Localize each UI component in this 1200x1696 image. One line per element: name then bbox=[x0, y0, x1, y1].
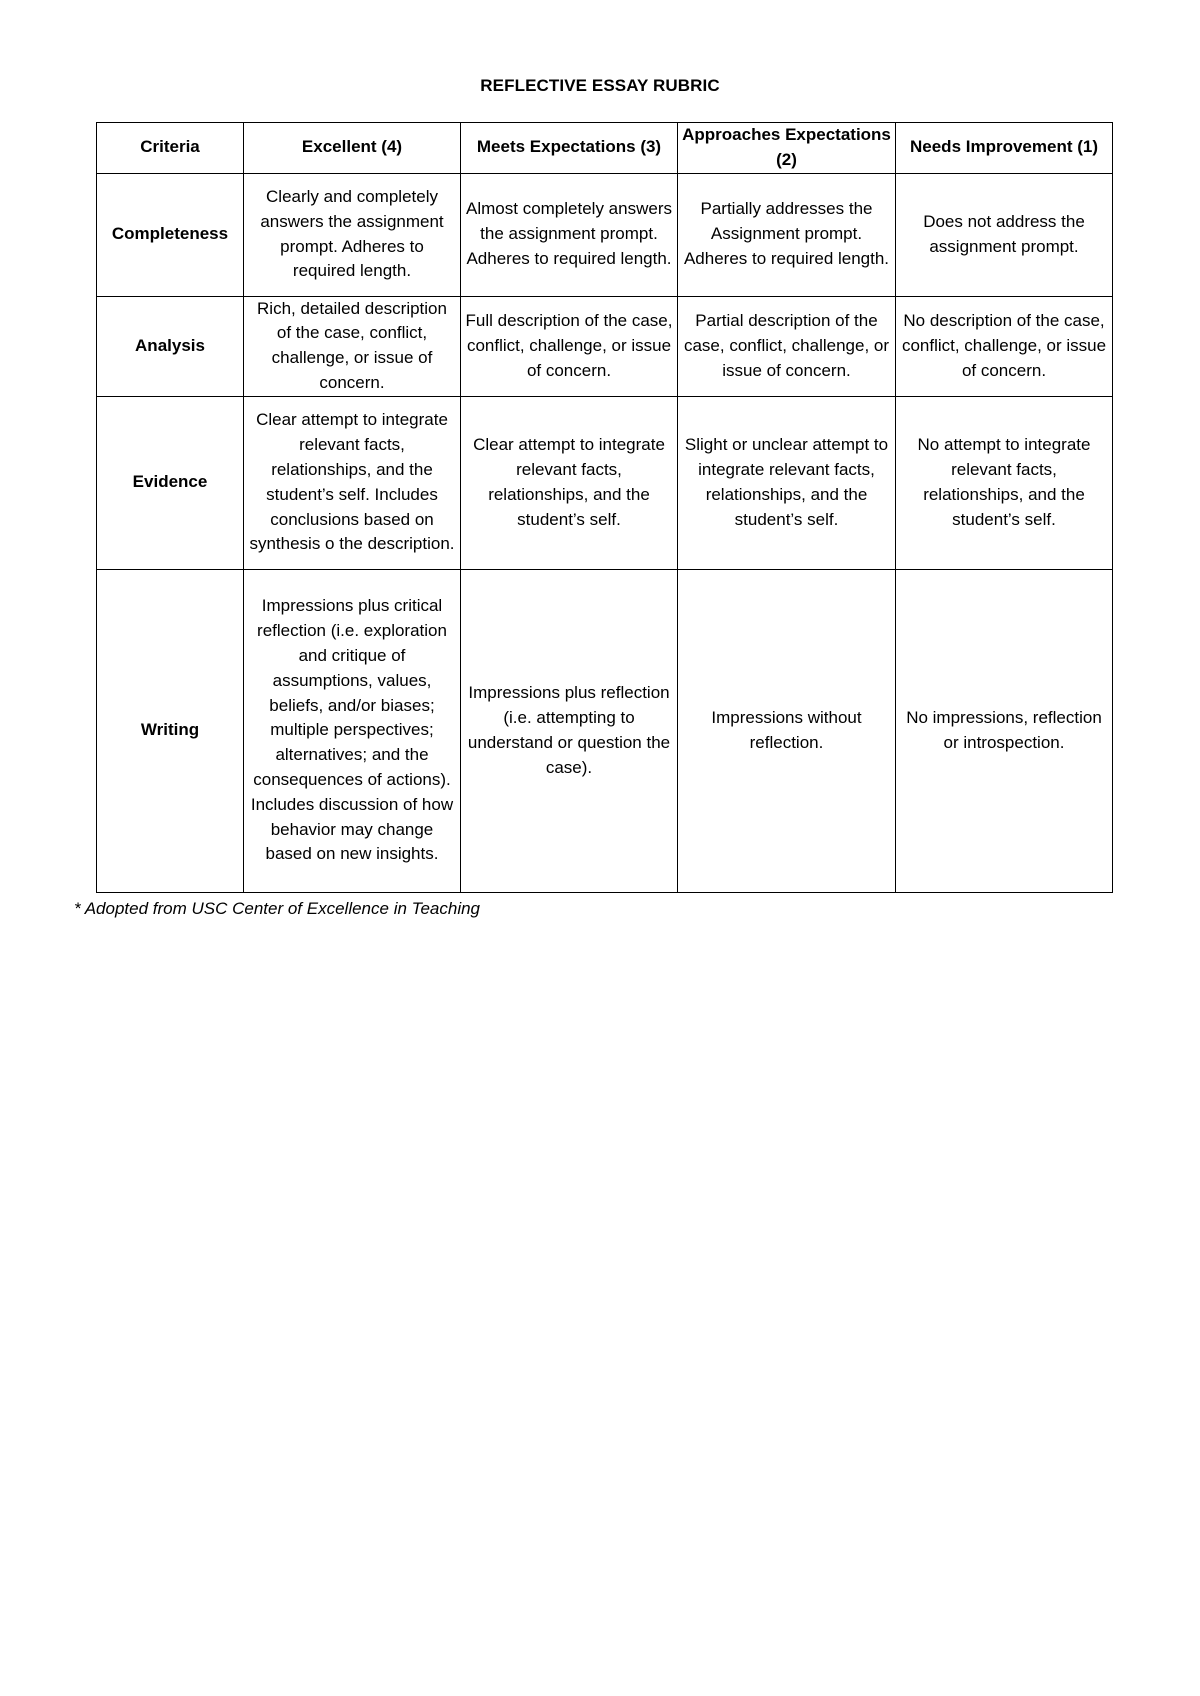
table-row-evidence bbox=[97, 396, 1113, 569]
analysis-excellent bbox=[244, 296, 461, 396]
footnote: * Adopted from USC Center of Excellence in Teaching bbox=[74, 899, 481, 918]
cell-text: Clear attempt to integrate relevant facts, relationships, and the student’s self. bbox=[473, 435, 665, 529]
header-approaches-expectations: Approaches Expectations (2) bbox=[678, 123, 896, 174]
cell-text: Clear attempt to integrate relevant facts, relationships, and the student’s self. Includes conclusions based on synthesis o the description. bbox=[249, 410, 455, 554]
header-criteria: Criteria bbox=[97, 123, 244, 174]
cell-text: Rich, detailed description of the case, conflict, challenge, or issue of concern. bbox=[257, 298, 447, 392]
cell-text: Impressions plus critical reflection (i.e. exploration and critique of assumptions, values, beliefs, and/or biases; multiple perspectives; alternatives; and the consequences of actions). Includes discussion of how behavior may change based on new insights. bbox=[250, 596, 454, 864]
cell-text: Slight or unclear attempt to integrate relevant facts, relationships, and the student’s self. bbox=[684, 435, 889, 529]
cell-text: No impressions, reflection or introspection. bbox=[906, 707, 1102, 752]
table-header-row bbox=[97, 123, 1113, 174]
criterion-writing: Writing bbox=[97, 569, 244, 892]
criterion-evidence: Evidence bbox=[97, 396, 244, 569]
evidence-meets bbox=[461, 396, 678, 569]
cell-text: No description of the case, conflict, challenge, or issue of concern. bbox=[901, 310, 1107, 380]
header-excellent: Excellent (4) bbox=[244, 123, 461, 174]
cell-text: Partial description of the case, conflict, challenge, or issue of concern. bbox=[683, 310, 890, 380]
cell-text: Almost completely answers the assignment prompt. Adheres to required length. bbox=[466, 199, 672, 268]
document-title: REFLECTIVE ESSAY RUBRIC bbox=[480, 76, 720, 95]
analysis-needs-improvement bbox=[896, 296, 1113, 396]
criterion-analysis: Analysis bbox=[97, 296, 244, 396]
completeness-approaches bbox=[678, 173, 896, 296]
table-row-writing bbox=[97, 569, 1113, 892]
completeness-excellent bbox=[244, 173, 461, 296]
completeness-meets bbox=[461, 173, 678, 296]
header-needs-improvement: Needs Improvement (1) bbox=[896, 123, 1113, 174]
writing-needs-improvement bbox=[896, 569, 1113, 892]
rubric-table bbox=[96, 122, 1113, 893]
cell-text: Partially addresses the Assignment prompt. Adheres to required length. bbox=[683, 199, 890, 268]
table-row-completeness bbox=[97, 173, 1113, 296]
cell-text: Full description of the case, conflict, challenge, or issue of concern. bbox=[465, 310, 673, 380]
completeness-needs-improvement bbox=[896, 173, 1113, 296]
writing-excellent bbox=[244, 569, 461, 892]
analysis-approaches bbox=[678, 296, 896, 396]
cell-text: Impressions without reflection. bbox=[711, 707, 862, 752]
evidence-excellent bbox=[244, 396, 461, 569]
header-meets-expectations: Meets Expectations (3) bbox=[461, 123, 678, 174]
cell-text: Does not address the assignment prompt. bbox=[923, 211, 1085, 256]
cell-text: Clearly and completely answers the assignment prompt. Adheres to required length. bbox=[260, 187, 444, 281]
writing-meets bbox=[461, 569, 678, 892]
analysis-meets bbox=[461, 296, 678, 396]
table-row-analysis bbox=[97, 296, 1113, 396]
criterion-completeness: Completeness bbox=[97, 173, 244, 296]
cell-text: Impressions plus reflection (i.e. attempting to understand or question the case). bbox=[467, 683, 671, 777]
writing-approaches bbox=[678, 569, 896, 892]
evidence-needs-improvement bbox=[896, 396, 1113, 569]
cell-text: No attempt to integrate relevant facts, relationships, and the student’s self. bbox=[917, 435, 1091, 529]
evidence-approaches bbox=[678, 396, 896, 569]
